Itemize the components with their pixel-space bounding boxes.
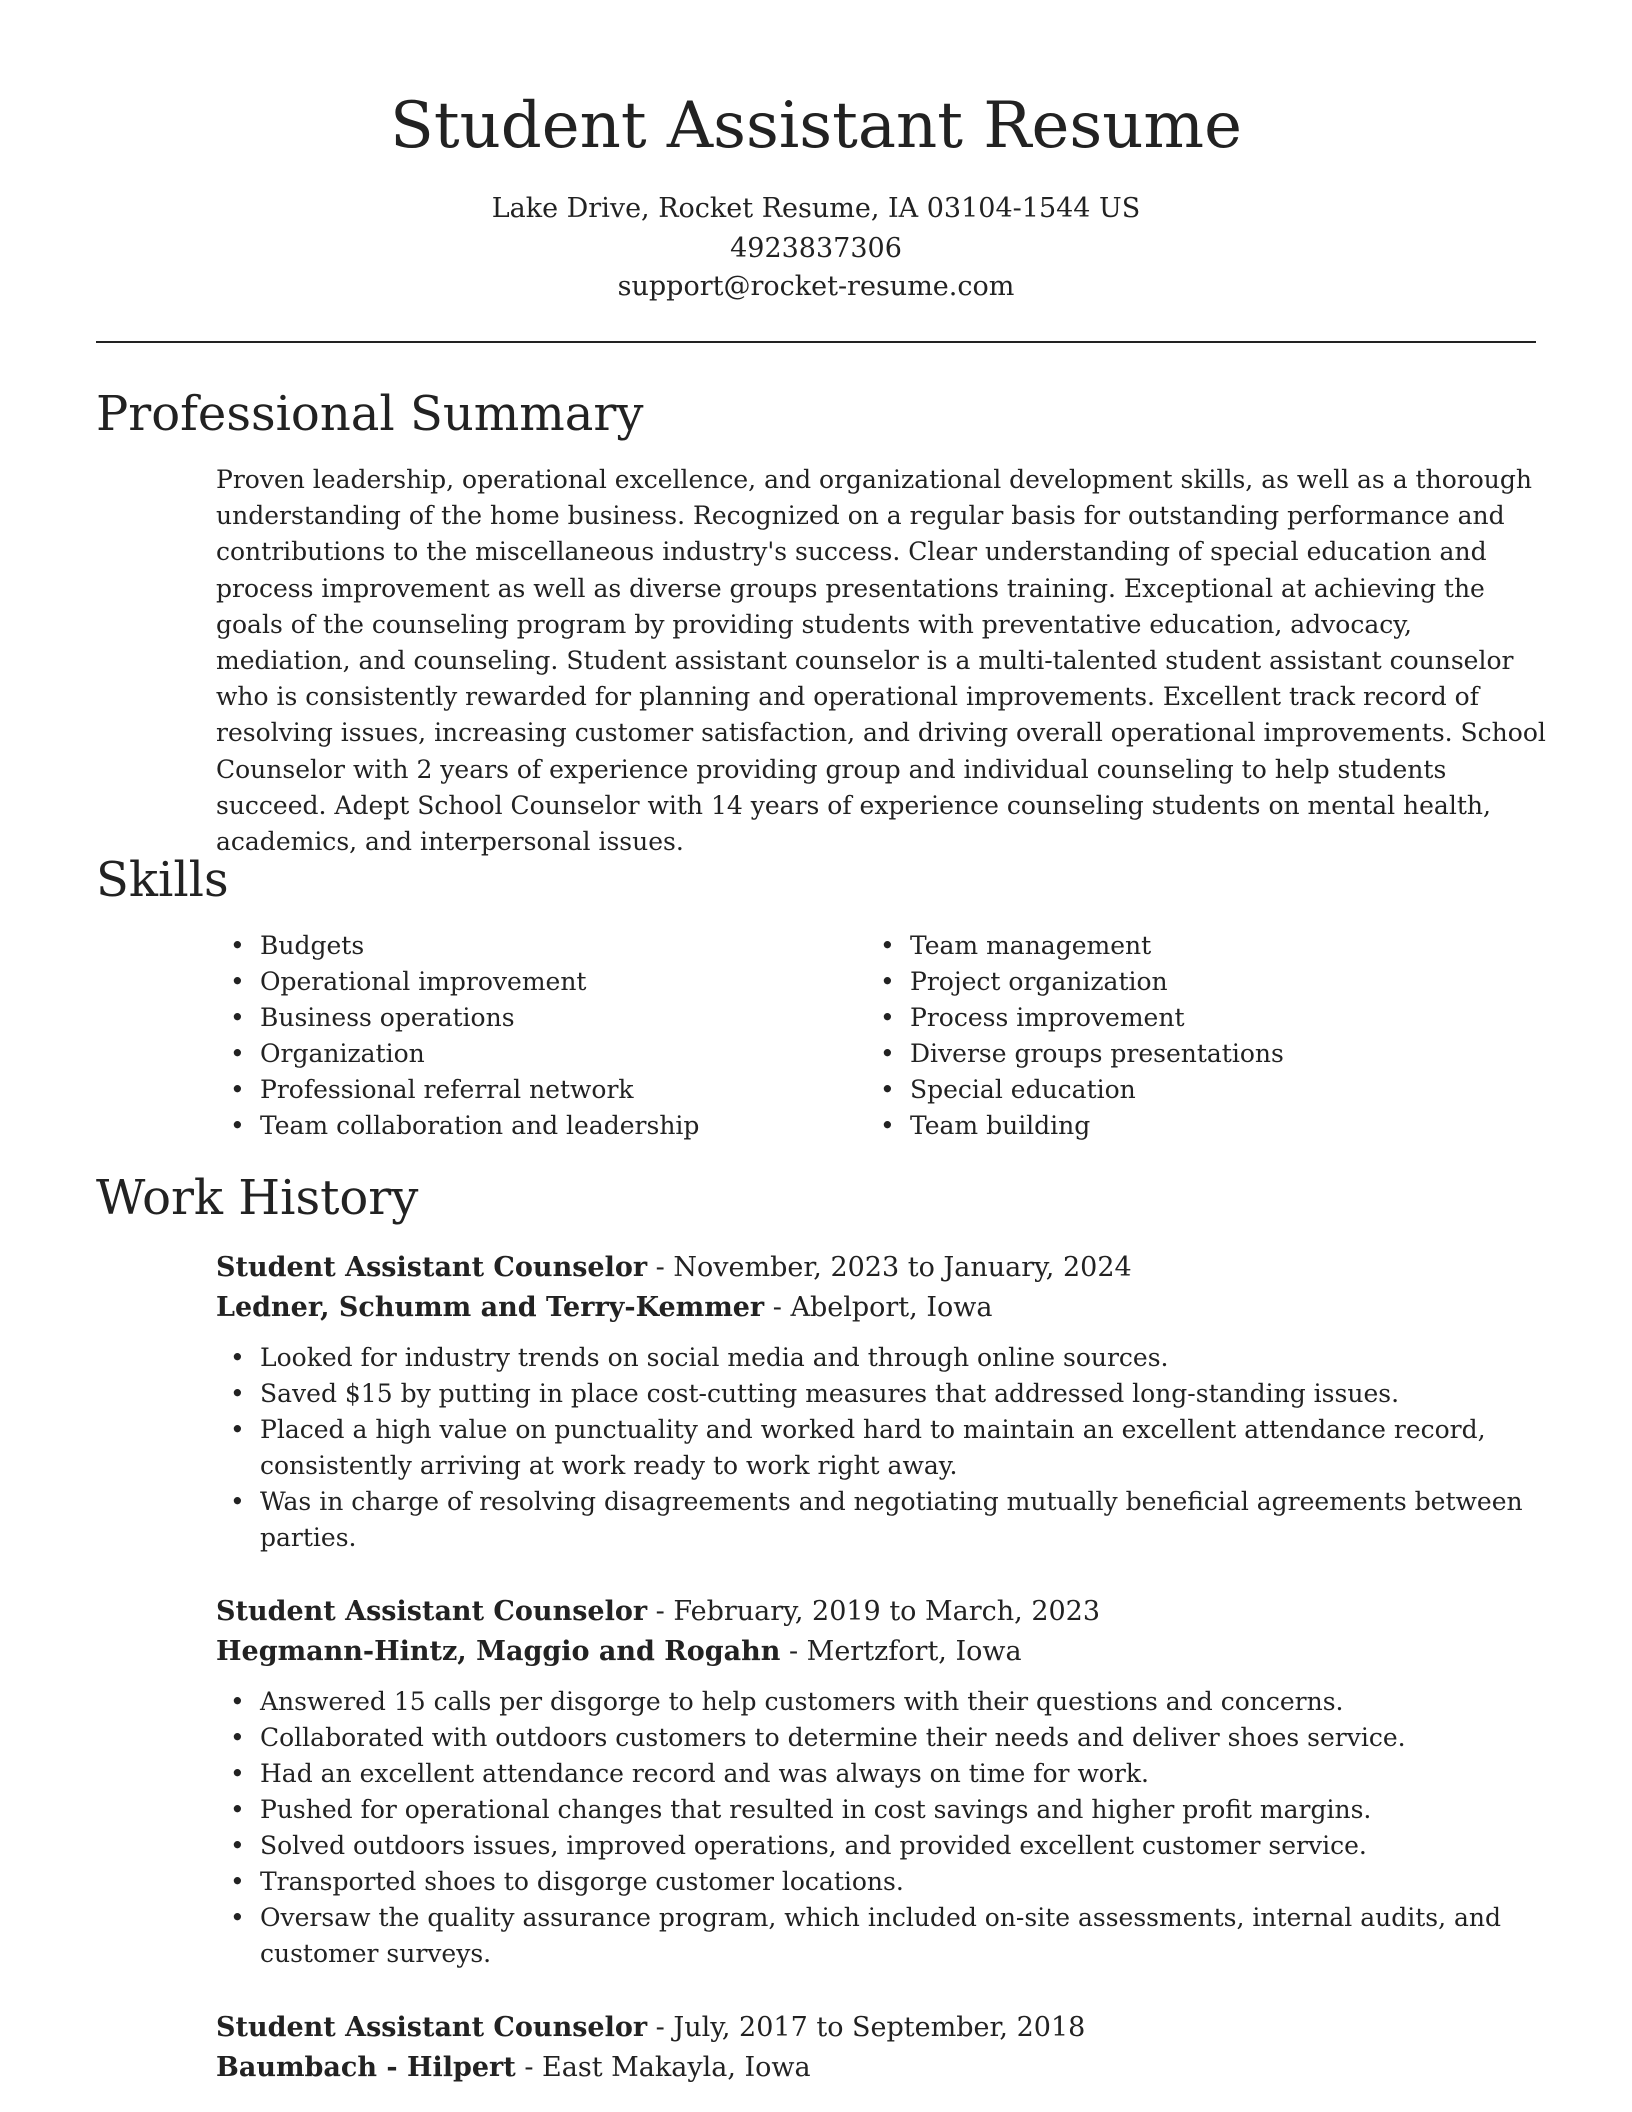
job-entry: [216, 1592, 1546, 1972]
bullet-icon: •: [880, 967, 895, 996]
contact-address: Lake Drive, Rocket Resume, IA 03104-1544 US: [491, 193, 1141, 224]
job-bullet: • Oversaw the quality assurance program, which included on-site assessments, internal audits, and customer surveys.: [216, 1900, 1556, 1972]
bullet-icon: •: [230, 1343, 245, 1372]
job-bullet: • Was in charge of resolving disagreements and negotiating mutually beneficial agreements between parties.: [216, 1484, 1556, 1556]
job-bullet: • Collaborated with outdoors customers to determine their needs and deliver shoes service.: [216, 1720, 1556, 1756]
bullet-icon: •: [230, 1759, 245, 1788]
skill-item: • Organization: [216, 1036, 856, 1072]
bullet-icon: •: [880, 1003, 895, 1032]
job-company: Ledner, Schumm and Terry-Kemmer: [216, 1292, 765, 1323]
bullet-icon: •: [230, 1487, 245, 1516]
job-bullet: • Looked for industry trends on social media and through online sources.: [216, 1340, 1556, 1376]
contact-phone: 4923837306: [730, 233, 902, 264]
job-bullet: • Transported shoes to disgorge customer locations.: [216, 1864, 1556, 1900]
bullet-icon: •: [230, 1903, 245, 1932]
bullet-icon: •: [880, 1075, 895, 1104]
bullet-icon: •: [230, 1039, 245, 1068]
skill-item: • Project organization: [866, 964, 1506, 1000]
bullet-icon: •: [230, 1687, 245, 1716]
job-location: - Abelport, Iowa: [764, 1292, 993, 1323]
job-bullet: • Answered 15 calls per disgorge to help customers with their questions and concerns.: [216, 1684, 1556, 1720]
resume-title: Student Assistant Resume: [390, 89, 1242, 163]
work-history-heading: Work History: [96, 1170, 419, 1226]
bullet-icon: •: [230, 1111, 245, 1140]
job-location: - Mertzfort, Iowa: [780, 1636, 1022, 1667]
skill-item: • Business operations: [216, 1000, 856, 1036]
job-title: Student Assistant Counselor: [216, 2012, 648, 2043]
bullet-icon: •: [230, 967, 245, 996]
bullet-icon: •: [230, 931, 245, 960]
bullet-icon: •: [230, 1795, 245, 1824]
job-entry: [216, 1248, 1546, 1556]
skill-item: • Operational improvement: [216, 964, 856, 1000]
job-title: Student Assistant Counselor: [216, 1596, 648, 1627]
job-title-line: [216, 1592, 1546, 1632]
bullet-icon: •: [880, 1111, 895, 1140]
skills-list-left: [216, 928, 856, 1144]
job-entry: [216, 2008, 1546, 2088]
header-divider: [96, 341, 1536, 343]
bullet-icon: •: [230, 1867, 245, 1896]
bullet-icon: •: [230, 1723, 245, 1752]
job-dates: - February, 2019 to March, 2023: [647, 1596, 1101, 1627]
skill-item: • Diverse groups presentations: [866, 1036, 1506, 1072]
skill-item: • Process improvement: [866, 1000, 1506, 1036]
job-bullets: [216, 1340, 1556, 1556]
bullet-icon: •: [230, 1379, 245, 1408]
bullet-icon: •: [880, 931, 895, 960]
summary-text: Proven leadership, operational excellence, and organizational development skills, as well as a thorough understanding of the home business. Recognized on a regular basis for outstanding performance and contributions to the miscellaneous industry's success. Clear understanding of special education and process improvement as well as diverse groups presentations training. Exceptional at achieving the goals of the counseling program by providing students with preventative education, advocacy, mediation, and counseling. Student assistant counselor is a multi-talented student assistant counselor who is consistently rewarded for planning and operational improvements. Excellent track record of resolving issues, increasing customer satisfaction, and driving overall operational improvements. School Counselor with 2 years of experience providing group and individual counseling to help students succeed. Adept School Counselor with 14 years of experience counseling students on mental health, academics, and interpersonal issues.: [216, 465, 1546, 857]
job-company: Hegmann-Hintz, Maggio and Rogahn: [216, 1636, 781, 1667]
job-company: Baumbach - Hilpert: [216, 2052, 516, 2083]
job-company-line: [216, 2048, 1546, 2088]
bullet-icon: •: [230, 1415, 245, 1444]
job-title: Student Assistant Counselor: [216, 1252, 648, 1283]
job-dates: - November, 2023 to January, 2024: [647, 1252, 1132, 1283]
job-company-line: [216, 1288, 1546, 1328]
job-title-line: [216, 1248, 1546, 1288]
job-title-line: [216, 2008, 1546, 2048]
summary-heading: Professional Summary: [96, 386, 644, 442]
bullet-icon: •: [880, 1039, 895, 1068]
job-location: - East Makayla, Iowa: [515, 2052, 811, 2083]
job-bullet: • Saved $15 by putting in place cost-cutting measures that addressed long-standing issues.: [216, 1376, 1556, 1412]
skill-item: • Professional referral network: [216, 1072, 856, 1108]
bullet-icon: •: [230, 1075, 245, 1104]
skill-item: • Budgets: [216, 928, 856, 964]
skill-item: • Team collaboration and leadership: [216, 1108, 856, 1144]
job-bullets: [216, 1684, 1556, 1972]
contact-email: support@rocket-resume.com: [617, 271, 1015, 302]
skills-list-right: [866, 928, 1506, 1144]
job-bullet: • Had an excellent attendance record and was always on time for work.: [216, 1756, 1556, 1792]
bullet-icon: •: [230, 1003, 245, 1032]
job-dates: - July, 2017 to September, 2018: [647, 2012, 1086, 2043]
job-bullet: • Solved outdoors issues, improved operations, and provided excellent customer service.: [216, 1828, 1556, 1864]
job-company-line: [216, 1632, 1546, 1672]
job-bullet: • Placed a high value on punctuality and worked hard to maintain an excellent attendance record, consistently arriving at work ready to work right away.: [216, 1412, 1556, 1484]
skills-heading: Skills: [96, 852, 229, 908]
skill-item: • Team management: [866, 928, 1506, 964]
job-bullet: • Pushed for operational changes that resulted in cost savings and higher profit margins.: [216, 1792, 1556, 1828]
bullet-icon: •: [230, 1831, 245, 1860]
skill-item: • Special education: [866, 1072, 1506, 1108]
skill-item: • Team building: [866, 1108, 1506, 1144]
